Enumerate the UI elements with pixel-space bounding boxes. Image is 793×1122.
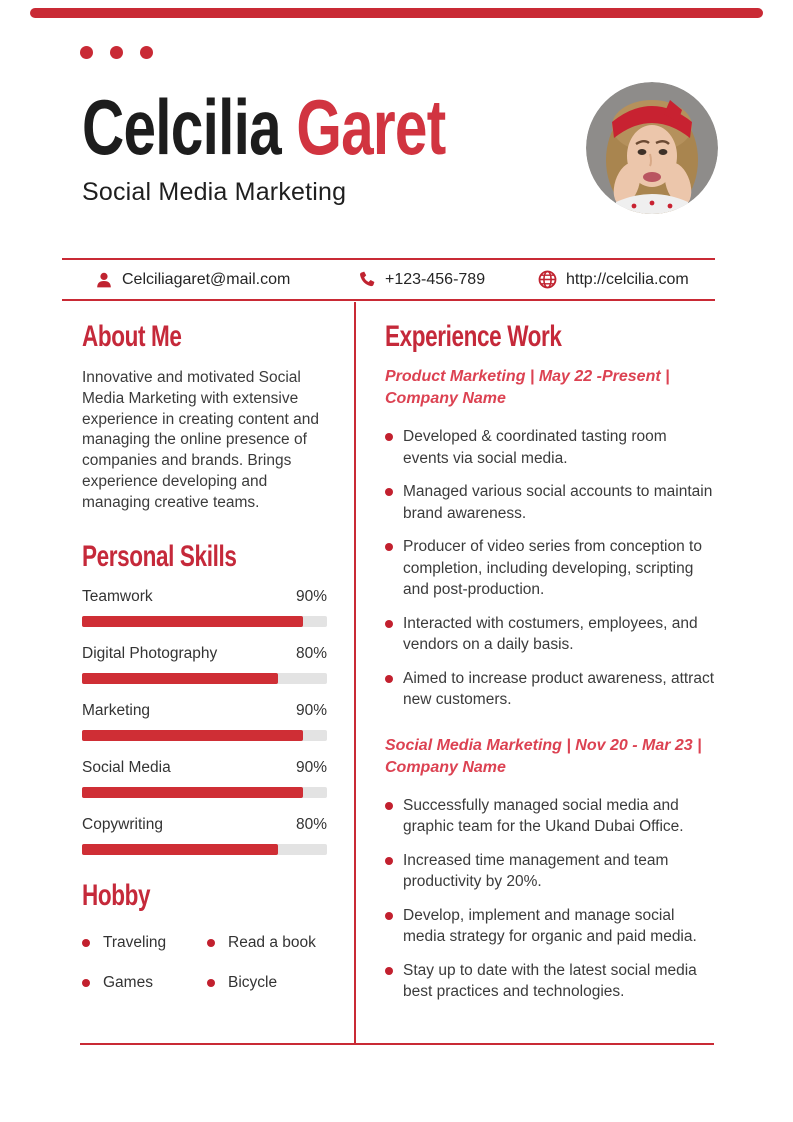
bullet-text: Managed various social accounts to maintain brand awareness. xyxy=(403,483,713,522)
contact-bar xyxy=(62,258,715,301)
email-text: Celciliagaret@mail.com xyxy=(122,270,291,288)
skill-label: Social Media xyxy=(82,758,171,776)
skill-bar-track xyxy=(82,730,327,741)
hobby-item xyxy=(207,933,327,953)
skill-bar-fill xyxy=(82,844,278,855)
skill-label: Copywriting xyxy=(82,815,163,833)
skills-section xyxy=(82,539,327,855)
skill-label: Marketing xyxy=(82,701,151,719)
globe-icon xyxy=(538,270,557,289)
contact-email[interactable] xyxy=(95,260,290,299)
about-text: Innovative and motivated Social Media Marketing with extensive experience in creating content and managing the online presence of companies and brands. Brings experience developing and managing creative teams. xyxy=(82,369,319,511)
job-bullet xyxy=(385,481,715,524)
bullet-text: Develop, implement and manage social media strategy for organic and paid media. xyxy=(403,906,697,945)
skill-percent: 90% xyxy=(295,701,327,719)
job-bullet-list xyxy=(385,795,715,1003)
about-heading: About Me xyxy=(82,320,182,353)
last-name: Garet xyxy=(296,83,446,171)
bullet-icon xyxy=(82,979,90,987)
job-bullet xyxy=(385,668,715,711)
skill-percent: 80% xyxy=(295,815,327,833)
contact-website[interactable] xyxy=(538,260,689,299)
profile-photo xyxy=(586,82,718,214)
bullet-icon xyxy=(385,802,393,810)
skill-bar-fill xyxy=(82,673,278,684)
job-bullet xyxy=(385,613,715,656)
hobby-label: Read a book xyxy=(228,933,316,951)
job-bullet xyxy=(385,536,715,601)
skill-percent: 80% xyxy=(295,644,327,662)
skill-bar-track xyxy=(82,616,327,627)
bullet-icon xyxy=(207,979,215,987)
left-column xyxy=(82,322,327,993)
experience-job xyxy=(385,366,715,711)
skill-row xyxy=(82,588,327,627)
top-accent-bar xyxy=(30,8,763,18)
bullet-icon xyxy=(385,967,393,975)
profile-photo-illustration xyxy=(586,82,718,214)
skill-row xyxy=(82,702,327,741)
skill-percent: 90% xyxy=(295,587,327,605)
hobby-label: Traveling xyxy=(103,933,167,951)
bullet-icon xyxy=(385,675,393,683)
bullet-icon xyxy=(385,433,393,441)
bullet-icon xyxy=(385,543,393,551)
hobby-label: Games xyxy=(103,973,153,991)
job-bullet xyxy=(385,426,715,469)
bullet-icon xyxy=(82,939,90,947)
bullet-text: Developed & coordinated tasting room events via social media. xyxy=(403,428,667,467)
bullet-icon xyxy=(207,939,215,947)
bullet-text: Aimed to increase product awareness, attract new customers. xyxy=(403,669,715,708)
job-title: Social Media Marketing xyxy=(82,178,347,206)
bullet-text: Producer of video series from conception to completion, including developing, scripting and post-production. xyxy=(403,538,702,598)
hobby-heading: Hobby xyxy=(82,878,151,912)
skill-bar-track xyxy=(82,787,327,798)
phone-text: +123-456-789 xyxy=(385,270,486,288)
skill-label: Digital Photography xyxy=(82,644,218,662)
hobby-list xyxy=(82,933,327,993)
bullet-text: Stay up to date with the latest social media best practices and technologies. xyxy=(403,961,697,1000)
job-meta: Social Media Marketing | Nov 20 - Mar 23 | Company Name xyxy=(385,736,702,776)
hobby-label: Bicycle xyxy=(228,973,278,991)
skills-heading: Personal Skills xyxy=(82,539,237,573)
skill-bar-track xyxy=(82,844,327,855)
dot-icon xyxy=(140,46,153,59)
skill-bar-track xyxy=(82,673,327,684)
job-meta: Product Marketing | May 22 -Present | Company Name xyxy=(385,368,670,407)
bullet-icon xyxy=(385,857,393,865)
job-bullet xyxy=(385,795,715,838)
bullet-text: Successfully managed social media and graphic team for the Ukand Dubai Office. xyxy=(403,796,684,835)
skill-percent: 90% xyxy=(295,758,327,776)
first-name: Celcilia xyxy=(82,83,281,171)
experience-heading: Experience Work xyxy=(385,320,562,353)
hobby-item xyxy=(82,933,207,953)
hobby-item xyxy=(207,973,327,993)
contact-phone[interactable] xyxy=(358,260,485,299)
header xyxy=(82,83,567,207)
skill-row xyxy=(82,759,327,798)
skill-bar-fill xyxy=(82,616,303,627)
dot-icon xyxy=(80,46,93,59)
skill-row xyxy=(82,645,327,684)
bullet-icon xyxy=(385,912,393,920)
person-icon xyxy=(95,271,113,289)
bullet-text: Increased time management and team productivity by 20%. xyxy=(403,851,669,890)
experience-job xyxy=(385,735,715,1003)
bottom-rule xyxy=(80,1043,714,1045)
bullet-icon xyxy=(385,620,393,628)
website-text: http://celcilia.com xyxy=(566,270,689,288)
skill-list xyxy=(82,588,327,855)
job-bullet xyxy=(385,905,715,948)
job-bullet xyxy=(385,850,715,893)
bullet-icon xyxy=(385,488,393,496)
skill-bar-fill xyxy=(82,730,303,741)
skill-bar-fill xyxy=(82,787,303,798)
column-divider xyxy=(354,302,356,1043)
skill-label: Teamwork xyxy=(82,587,153,605)
skill-row xyxy=(82,816,327,855)
right-column xyxy=(385,322,715,1015)
hobby-item xyxy=(82,973,207,993)
phone-icon xyxy=(358,271,376,289)
job-bullet xyxy=(385,960,715,1003)
decorative-dots xyxy=(80,46,153,59)
person-name xyxy=(82,83,446,171)
job-bullet-list xyxy=(385,426,715,711)
hobby-section xyxy=(82,878,327,993)
dot-icon xyxy=(110,46,123,59)
bullet-text: Interacted with costumers, employees, and vendors on a daily basis. xyxy=(403,614,698,653)
